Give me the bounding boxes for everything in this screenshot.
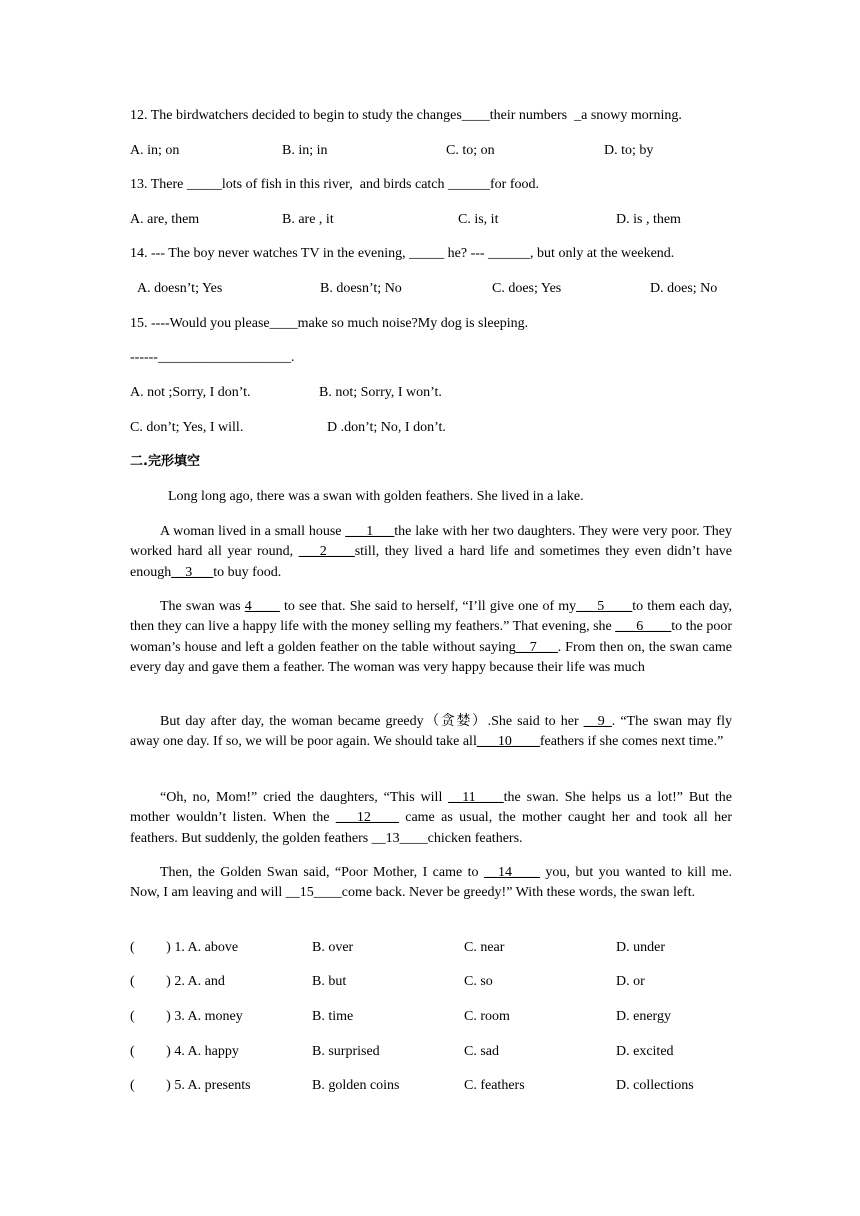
- choice-option-d: D. energy: [616, 1009, 671, 1024]
- choice-option-b: B. surprised: [312, 1044, 380, 1059]
- q15-option-c: C. don’t; Yes, I will.: [130, 420, 244, 435]
- passage-paragraph: A woman lived in a small house ___1___the lake with her two daughters. They were very poor. They worked hard all year round, ___2____still, they lived a hard life and sometimes they even didn’t have enough__3___to buy food.: [130, 524, 732, 580]
- choice-option-c: C. feathers: [464, 1078, 525, 1093]
- choice-option-c: C. sad: [464, 1044, 499, 1059]
- q14-option-c: C. does; Yes: [492, 281, 562, 296]
- choice-option-b: B. time: [312, 1009, 354, 1024]
- q15-answer-line: ------___________________.: [130, 350, 295, 365]
- choice-row-bracket: ( ) 5. A. presents: [130, 1078, 251, 1093]
- choice-row-bracket: ( ) 3. A. money: [130, 1009, 243, 1024]
- question-13: 13. There _____lots of fish in this river, and birds catch ______for food.: [130, 177, 539, 192]
- q14-option-a: A. doesn’t; Yes: [137, 281, 223, 296]
- q15-option-a: A. not ;Sorry, I don’t.: [130, 385, 251, 400]
- q13-option-d: D. is , them: [616, 212, 681, 227]
- choice-option-d: D. under: [616, 940, 665, 955]
- choice-option-b: B. but: [312, 974, 347, 989]
- passage-paragraph: The swan was 4____ to see that. She said to herself, “I’ll give one of my___5____to them each day, then they can live a happy life with the money selling my feathers.” That evening, she ___6____to the poor woman’s house and left a golden feather on the table without saying__7___. From then on, the swan came every day and gave them a feather. The woman was very happy because their life was much: [130, 599, 732, 675]
- choice-row-bracket: ( ) 1. A. above: [130, 940, 239, 955]
- choice-option-c: C. room: [464, 1009, 510, 1024]
- passage-paragraph: But day after day, the woman became greedy（贪婪）.She said to her __9_. “The swan may fly away one day. If so, we will be poor again. We should take all___10____feathers if she comes next time.”: [130, 714, 732, 750]
- question-12: 12. The birdwatchers decided to begin to study the changes____their numbers _a snowy morning.: [130, 108, 682, 123]
- q12-option-a: A. in; on: [130, 143, 180, 158]
- passage-paragraph: Then, the Golden Swan said, “Poor Mother, I came to __14____ you, but you wanted to kill me. Now, I am leaving and will __15____come back. Never be greedy!” With these words, the swan left.: [130, 865, 732, 901]
- q15-option-b: B. not; Sorry, I won’t.: [319, 385, 442, 400]
- q14-option-b: B. doesn’t; No: [320, 281, 402, 296]
- choice-option-d: D. or: [616, 974, 645, 989]
- choice-option-c: C. so: [464, 974, 493, 989]
- passage-intro: Long long ago, there was a swan with golden feathers. She lived in a lake.: [168, 489, 584, 504]
- choice-option-d: D. excited: [616, 1044, 674, 1059]
- choice-option-d: D. collections: [616, 1078, 694, 1093]
- q13-option-c: C. is, it: [458, 212, 499, 227]
- choice-row-bracket: ( ) 2. A. and: [130, 974, 225, 989]
- q13-option-b: B. are , it: [282, 212, 334, 227]
- choice-option-b: B. golden coins: [312, 1078, 400, 1093]
- choice-row-bracket: ( ) 4. A. happy: [130, 1044, 239, 1059]
- section-heading: 二.完形填空: [130, 454, 200, 469]
- choice-option-c: C. near: [464, 940, 505, 955]
- question-14: 14. --- The boy never watches TV in the evening, _____ he? --- ______, but only at the weekend.: [130, 246, 675, 261]
- q13-option-a: A. are, them: [130, 212, 200, 227]
- q12-option-b: B. in; in: [282, 143, 328, 158]
- q15-option-d: D .don’t; No, I don’t.: [327, 420, 446, 435]
- q12-option-d: D. to; by: [604, 143, 654, 158]
- question-15: 15. ----Would you please____make so much noise?My dog is sleeping.: [130, 316, 529, 331]
- q14-option-d: D. does; No: [650, 281, 718, 296]
- choice-option-b: B. over: [312, 940, 354, 955]
- passage-paragraph: “Oh, no, Mom!” cried the daughters, “This will __11____the swan. She helps us a lot!” But the mother wouldn’t listen. When the ___12____ came as usual, the mother caught her and took all her feathers. But suddenly, the golden feathers __13____chicken feathers.: [130, 790, 732, 846]
- q12-option-c: C. to; on: [446, 143, 495, 158]
